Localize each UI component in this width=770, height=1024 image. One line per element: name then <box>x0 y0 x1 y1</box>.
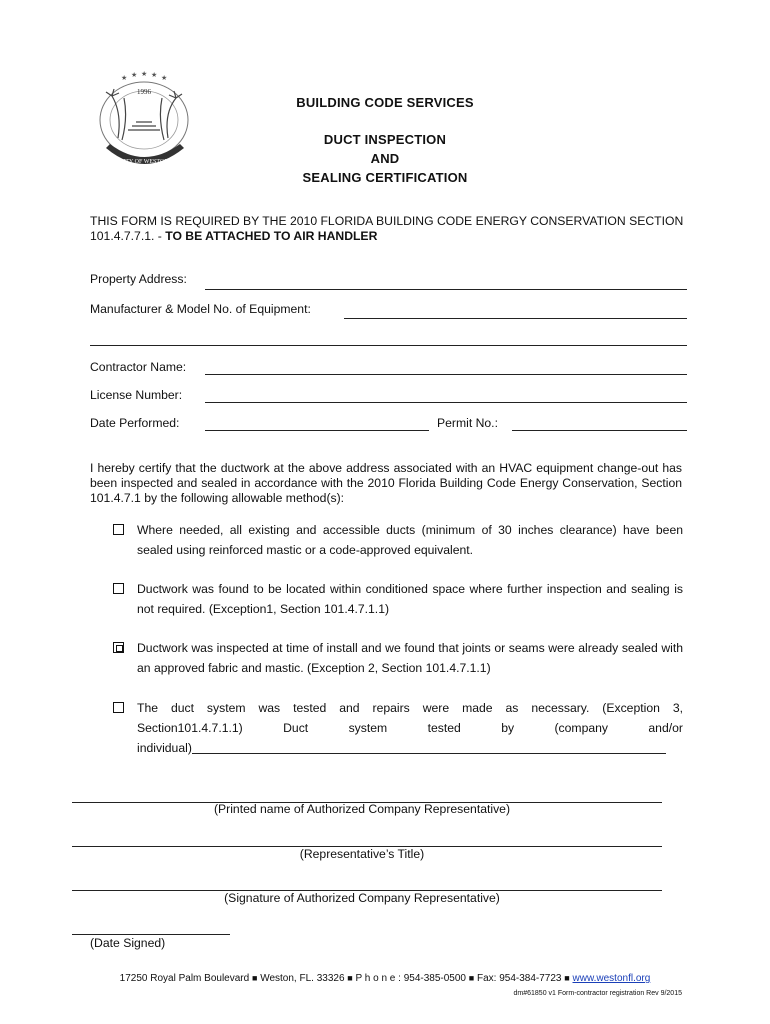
contractor-label: Contractor Name: <box>90 360 187 374</box>
permit-line[interactable] <box>512 430 687 431</box>
option-4-word: system <box>348 721 388 735</box>
tester-name-line[interactable] <box>192 753 666 754</box>
option-4-word: by <box>501 721 515 735</box>
footer-contact <box>0 973 770 984</box>
option-4-word: Section101.4.7.1.1) <box>137 721 243 735</box>
rep-title-label: (Representative’s Title) <box>299 847 425 861</box>
square-bullet-icon: ■ <box>564 973 570 983</box>
footer-phone: P h o n e : 954-385-0500 <box>355 973 466 984</box>
option-4-individual-label: individual) <box>137 741 192 755</box>
seal-city-text: CITY OF WESTON <box>119 159 169 165</box>
contractor-line[interactable] <box>205 374 687 375</box>
footer-address: 17250 Royal Palm Boulevard <box>119 973 250 984</box>
revision-note: dm#61850 v1 Form-contractor registration Rev 9/2015 <box>513 990 682 997</box>
date-signed-label: (Date Signed) <box>90 936 166 950</box>
property-address-line[interactable] <box>205 289 687 290</box>
option-3-text: Ductwork was inspected at time of install and we found that joints or seams were already sealed with an approved fabric and mastic. (Exception 2, Section 101.4.7.1.1) <box>137 641 683 675</box>
option-4-word: Duct <box>283 721 309 735</box>
svg-text:★: ★ <box>161 75 168 82</box>
option-1 <box>113 520 683 560</box>
square-bullet-icon: ■ <box>251 973 258 983</box>
option-4 <box>113 698 683 758</box>
option-4-word: (company <box>554 721 608 735</box>
requirement-notice <box>90 214 690 244</box>
requirement-bold: TO BE ATTACHED TO AIR HANDLER <box>165 229 378 243</box>
square-bullet-icon: ■ <box>468 973 475 983</box>
option-4-word: and/or <box>648 721 683 735</box>
footer-fax: Fax: 954-384-7723 <box>476 973 562 984</box>
option-2 <box>113 579 683 619</box>
svg-text:★: ★ <box>121 75 128 82</box>
option-4-line1: The duct system was tested and repairs were made as necessary. (Exception 3, <box>137 701 683 715</box>
seal-year: 1996 <box>137 88 151 96</box>
requirement-text: THIS FORM IS REQUIRED BY THE 2010 FLORIDA BUILDING CODE ENERGY CONSERVATION SECTION 101.4.7.7.1. - <box>90 214 684 243</box>
footer-city: Weston, FL. 33326 <box>260 973 345 984</box>
option-2-text: Ductwork was found to be located within conditioned space where further inspection and sealing is not required. (Exception1, Section 101.4.7.1.1) <box>137 582 683 616</box>
date-performed-label: Date Performed: <box>90 416 180 430</box>
option-2-checkbox[interactable] <box>113 583 124 594</box>
license-label: License Number: <box>90 388 183 402</box>
form-title-line1: DUCT INSPECTION <box>323 132 447 147</box>
option-4-text <box>137 698 683 758</box>
option-4-checkbox[interactable] <box>113 702 124 713</box>
option-4-line2 <box>137 718 683 738</box>
section-divider <box>90 345 687 346</box>
permit-label: Permit No.: <box>437 416 498 430</box>
svg-text:★: ★ <box>141 71 148 78</box>
department-title: BUILDING CODE SERVICES <box>296 95 474 110</box>
option-1-text: Where needed, all existing and accessible ducts (minimum of 30 inches clearance) have been sealed using reinforced mastic or a code-approved equivalent. <box>137 523 683 557</box>
date-signed-line[interactable] <box>72 934 230 935</box>
option-4-word: tested <box>427 721 461 735</box>
manufacturer-label: Manufacturer & Model No. of Equipment: <box>90 302 311 316</box>
signature-label: (Signature of Authorized Company Representative) <box>224 891 500 905</box>
option-4-line3 <box>137 738 683 758</box>
option-3 <box>113 638 683 678</box>
option-1-checkbox[interactable] <box>113 524 124 535</box>
website-link[interactable]: www.westonfl.org <box>572 973 651 984</box>
printed-name-label: (Printed name of Authorized Company Representative) <box>213 802 511 816</box>
svg-text:★: ★ <box>151 72 158 79</box>
svg-text:★: ★ <box>131 72 138 79</box>
square-bullet-icon: ■ <box>347 973 353 983</box>
property-address-label: Property Address: <box>90 272 187 286</box>
manufacturer-line[interactable] <box>344 318 687 319</box>
form-title-line3: SEALING CERTIFICATION <box>302 170 468 185</box>
form-title-line2: AND <box>370 151 400 166</box>
certification-statement: I hereby certify that the ductwork at the above address associated with an HVAC equipment change-out has been inspected and sealed in accordance with the 2010 Florida Building Code Energy Conservation, Section 101.4.7.1 by the following allowable method(s): <box>90 461 682 505</box>
option-3-checkbox[interactable] <box>113 642 124 653</box>
date-performed-line[interactable] <box>205 430 429 431</box>
license-line[interactable] <box>205 402 687 403</box>
